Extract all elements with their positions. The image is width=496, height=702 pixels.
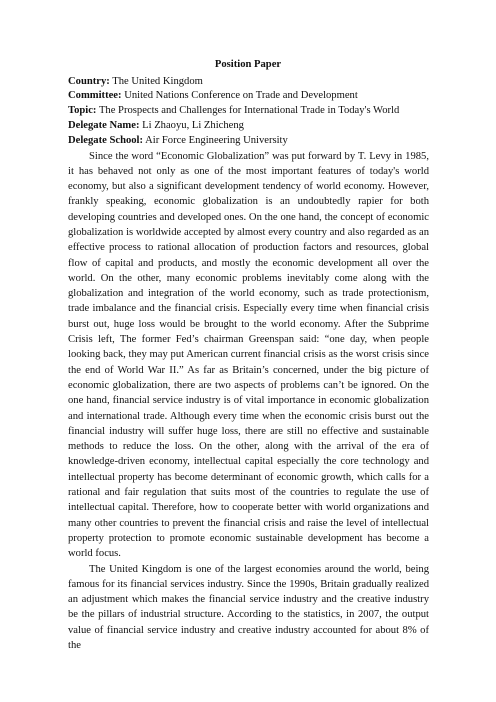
meta-label: Delegate Name: <box>68 119 140 131</box>
body-text <box>68 149 429 654</box>
meta-label: Country: <box>68 75 110 87</box>
meta-country <box>68 75 448 90</box>
meta-delegate-name <box>68 119 448 134</box>
page-title: Position Paper <box>214 59 282 70</box>
meta-label: Topic: <box>68 105 97 117</box>
header-metadata <box>68 75 448 149</box>
meta-delegate-school <box>68 134 448 149</box>
meta-value: Li Zhaoyu, Li Zhicheng <box>142 119 244 131</box>
paragraph: The United Kingdom is one of the largest economies around the world, being famous for its financial services industry. Since the 1990s, Britain gradually realized an adjustment which makes the financial service industry and the creative industry be the pillars of industrial structure. According to the statistics, in 2007, the output value of financial service industry and creative industry accounted for about 8% of the <box>68 563 429 651</box>
meta-topic <box>68 104 448 119</box>
meta-label: Delegate School: <box>68 134 144 146</box>
paragraph: Since the word “Economic Globalization” was put forward by T. Levy in 1985, it has behaved not only as one of the most important features of today's world economy, but also a significant development tendency of world economy. However, frankly speaking, economic globalization is an undoubtedly rapier for both developing countries and developed ones. On the one hand, the concept of economic globalization is worldwide accepted by almost every country and also regarded as an effective process to rational allocation of production factors and resources, global flow of capital and products, and mostly the economic development all over the world. On the other, many economic problems inevitably come along with the globalization and integration of the world economy, such as trade protectionism, trade imbalance and the financial crisis. Especially every time when financial crisis burst out, huge loss would be brought to the world economy. After the Subprime Crisis left, The former Fed’s chairman Greenspan said: “one day, when people looking back, they may put American current financial crisis as the worst crisis since the end of World War II.” As far as Britain’s concerned, under the big picture of economic globalization, there are two aspects of problems can’t be ignored. On the one hand, financial service industry is of vital importance in economic globalization and international trade. Although every time when the economic crisis burst out the financial industry will suffer huge loss, there are still no effective and sustainable methods to reduce the loss. On the other, along with the arrival of the era of knowledge-driven economy, intellectual capital especially the core technology and intellectual property has become determinant of economic growth, which calls for a rational and fair regulation that suits most of the countries to regulate the use of intellectual capital. Therefore, how to cooperate better with world organizations and many other countries to prevent the financial crisis and raise the level of intellectual property protection to promote economic sustainable development has become a world focus. <box>68 150 429 560</box>
meta-committee <box>68 89 448 104</box>
meta-value: United Nations Conference on Trade and Development <box>124 90 358 102</box>
meta-value: Air Force Engineering University <box>145 134 288 146</box>
meta-value: The United Kingdom <box>112 75 203 87</box>
meta-label: Committee: <box>68 90 122 102</box>
meta-value: The Prospects and Challenges for International Trade in Today's World <box>98 105 400 117</box>
